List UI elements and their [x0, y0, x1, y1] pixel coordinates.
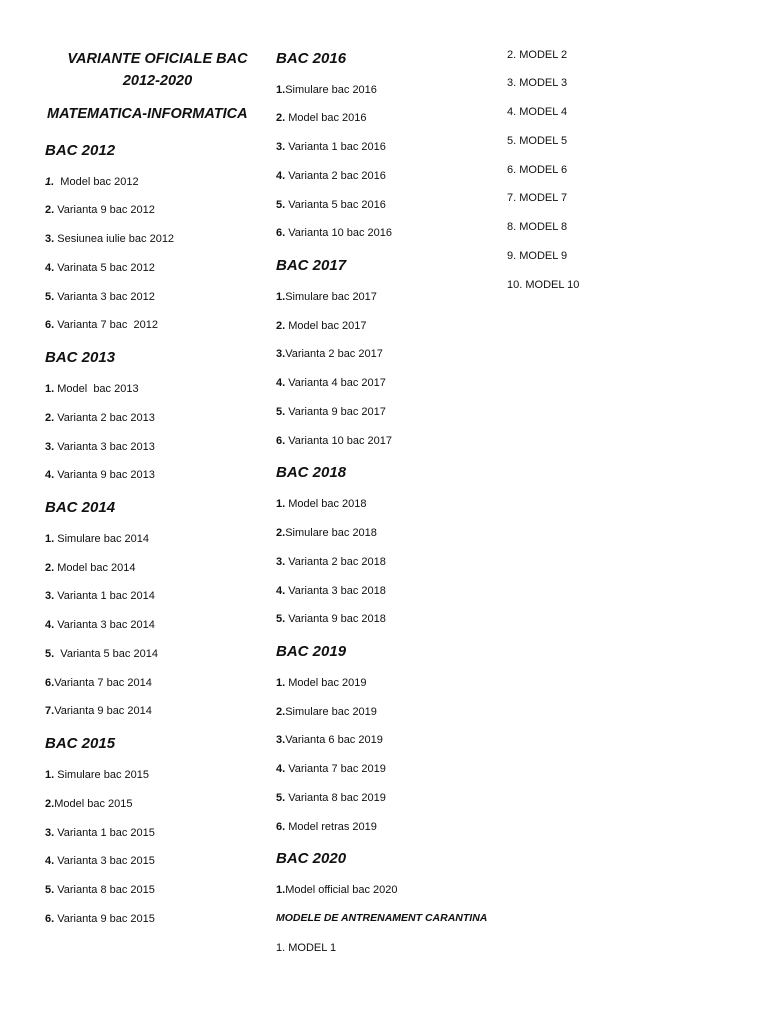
list-item[interactable]: 4. Varianta 2 bac 2016: [276, 170, 386, 182]
list-item[interactable]: 7. MODEL 7: [507, 192, 568, 204]
list-item[interactable]: 3. Varianta 1 bac 2015: [45, 827, 155, 839]
section-heading-bac-2015: BAC 2015: [45, 735, 116, 752]
list-item[interactable]: 5. Varianta 9 bac 2018: [276, 613, 386, 625]
list-item[interactable]: 2.Simulare bac 2018: [276, 527, 377, 539]
section-heading-bac-2012: BAC 2012: [45, 142, 116, 159]
list-item[interactable]: 3. Varianta 1 bac 2014: [45, 590, 155, 602]
list-item[interactable]: 2. Model bac 2014: [45, 562, 136, 574]
list-item[interactable]: 4. Varianta 9 bac 2013: [45, 469, 155, 481]
list-item[interactable]: 6. Varianta 10 bac 2016: [276, 227, 393, 239]
list-item[interactable]: 2. Varianta 9 bac 2012: [45, 204, 155, 216]
section-heading-bac-2017: BAC 2017: [276, 257, 347, 274]
list-item[interactable]: 2. Model bac 2016: [276, 112, 367, 124]
list-item[interactable]: 1. Model bac 2018: [276, 498, 367, 510]
page-title-line1: VARIANTE OFICIALE BAC: [67, 51, 248, 67]
list-item[interactable]: 3. Varianta 1 bac 2016: [276, 141, 386, 153]
list-item[interactable]: 5. Varianta 8 bac 2019: [276, 792, 386, 804]
list-item[interactable]: 6. Varianta 10 bac 2017: [276, 435, 393, 447]
section-heading-bac-2016: BAC 2016: [276, 50, 347, 67]
section-heading-bac-2020: BAC 2020: [276, 850, 347, 867]
list-item[interactable]: 1. Model bac 2013: [45, 383, 139, 395]
list-item[interactable]: 1. Model bac 2019: [276, 677, 367, 689]
list-item[interactable]: 8. MODEL 8: [507, 221, 568, 233]
list-item[interactable]: 1.Simulare bac 2016: [276, 84, 377, 96]
page-title-line2: 2012-2020: [122, 73, 193, 89]
section-heading-bac-2019: BAC 2019: [276, 643, 347, 660]
list-item[interactable]: 6. Varianta 7 bac 2012: [45, 319, 158, 331]
list-item[interactable]: 5. MODEL 5: [507, 135, 568, 147]
list-item[interactable]: 3.Varianta 6 bac 2019: [276, 734, 383, 746]
list-item[interactable]: 6.Varianta 7 bac 2014: [45, 677, 152, 689]
list-item[interactable]: 1. Simulare bac 2014: [45, 533, 149, 545]
list-item[interactable]: 4. MODEL 4: [507, 106, 568, 118]
list-item[interactable]: 2. Varianta 2 bac 2013: [45, 412, 155, 424]
list-item[interactable]: 2.Model bac 2015: [45, 798, 133, 810]
list-item[interactable]: 5. Varianta 8 bac 2015: [45, 884, 155, 896]
list-item[interactable]: 1. Model bac 2012: [45, 176, 139, 188]
section-heading-bac-2014: BAC 2014: [45, 499, 116, 516]
list-item[interactable]: 2. MODEL 2: [507, 49, 568, 61]
page-subtitle: MATEMATICA-INFORMATICA: [47, 106, 248, 122]
list-item[interactable]: 6. Model retras 2019: [276, 821, 377, 833]
list-item[interactable]: 7.Varianta 9 bac 2014: [45, 705, 152, 717]
list-item[interactable]: 3. Varianta 2 bac 2018: [276, 556, 386, 568]
list-item[interactable]: 2.Simulare bac 2019: [276, 706, 377, 718]
list-item[interactable]: 6. MODEL 6: [507, 164, 568, 176]
list-item[interactable]: 3. Varianta 3 bac 2013: [45, 441, 155, 453]
list-item[interactable]: 2. Model bac 2017: [276, 320, 367, 332]
list-item[interactable]: 3.Varianta 2 bac 2017: [276, 348, 383, 360]
list-item[interactable]: 10. MODEL 10: [507, 279, 580, 291]
list-item[interactable]: 4. Varianta 4 bac 2017: [276, 377, 386, 389]
list-item[interactable]: 1. MODEL 1: [276, 942, 337, 954]
training-models-heading: MODELE DE ANTRENAMENT CARANTINA: [276, 912, 488, 924]
list-item[interactable]: 5. Varianta 3 bac 2012: [45, 291, 155, 303]
list-item[interactable]: 1. Simulare bac 2015: [45, 769, 149, 781]
section-heading-bac-2013: BAC 2013: [45, 349, 116, 366]
list-item[interactable]: 4. Varianta 3 bac 2014: [45, 619, 155, 631]
list-item[interactable]: 4. Varianta 7 bac 2019: [276, 763, 386, 775]
list-item[interactable]: 5. Varianta 5 bac 2014: [45, 648, 158, 660]
list-item[interactable]: 5. Varianta 9 bac 2017: [276, 406, 386, 418]
list-item[interactable]: 4. Varianta 3 bac 2015: [45, 855, 155, 867]
list-item[interactable]: 9. MODEL 9: [507, 250, 568, 262]
list-item[interactable]: 1.Simulare bac 2017: [276, 291, 377, 303]
list-item[interactable]: 1.Model official bac 2020: [276, 884, 398, 896]
list-item[interactable]: 3. Sesiunea iulie bac 2012: [45, 233, 175, 245]
list-item[interactable]: 4. Varianta 3 bac 2018: [276, 585, 386, 597]
list-item[interactable]: 3. MODEL 3: [507, 77, 568, 89]
list-item[interactable]: 5. Varianta 5 bac 2016: [276, 199, 386, 211]
list-item[interactable]: 4. Varinata 5 bac 2012: [45, 262, 155, 274]
section-heading-bac-2018: BAC 2018: [276, 464, 347, 481]
list-item[interactable]: 6. Varianta 9 bac 2015: [45, 913, 155, 925]
